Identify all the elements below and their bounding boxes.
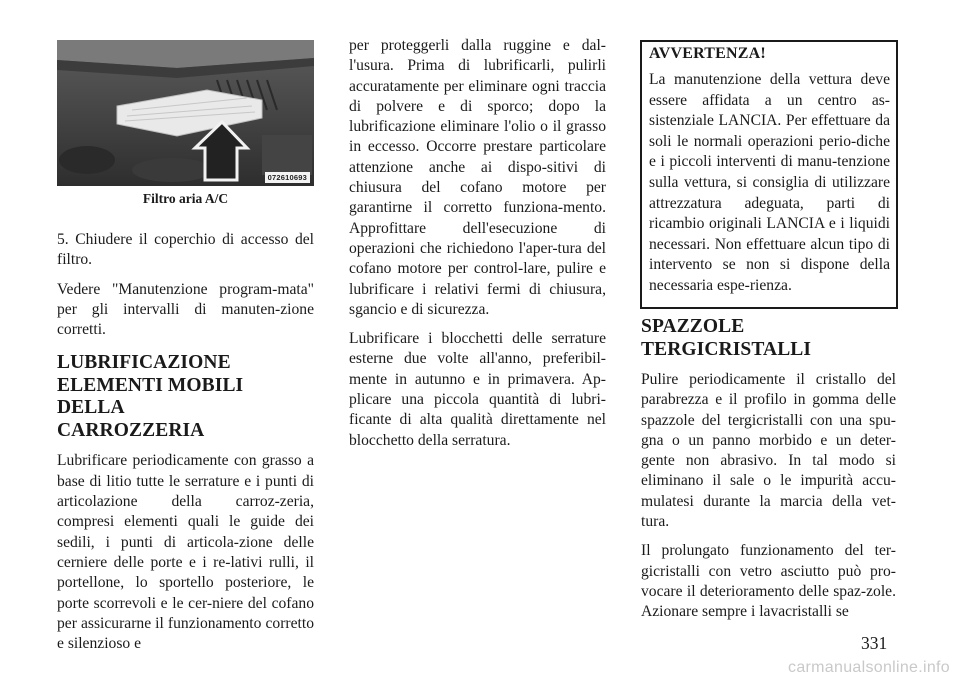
paragraph-dry-glass: Il prolungato funzionamento del ter-gicristalli con vetro asciutto può pro-vocare il deterioramento delle spaz-zole. Azionare sempre i lavacristalli se: [641, 542, 896, 621]
engine-bay-illustration: [57, 40, 314, 186]
paragraph-see-maintenance: Vedere "Manutenzione program-mata" per gli intervalli di manuten-zione corretti.: [57, 280, 314, 339]
watermark: carmanualsonline.info: [788, 659, 950, 676]
heading-wiper-blades: [641, 316, 896, 361]
paragraph-lock-cylinders: Lubrificare i blocchetti delle serrature esterne due volte all'anno, preferibil-mente in autunno e in primavera. Ap-plicare una piccola quantità di lubri-ficante di alta qualità direttamente nel blocchetto della serratura.: [349, 330, 606, 449]
warning-text: La manutenzione della vettura deve essere affidata a un centro as-sistenziale LANCIA. Per effettuare da soli le normali operazioni perio-diche e i piccoli interventi di manu-tenzione sulla vettura, si consiglia di utilizzare attrezzatura adeguata, parti di ricambio originali LANCIA e i liquidi necessari. Non effettuare alcun tipo di intervento se non si dispone della necessaria espe-rienza.: [649, 71, 890, 294]
heading-line: CARROZZERIA: [57, 419, 205, 441]
air-filter-photo: [57, 40, 314, 186]
paragraph-close-cover: 5. Chiudere il coperchio di accesso del filtro.: [57, 231, 314, 269]
column-2: [349, 36, 606, 451]
paragraph-protection: per proteggerli dalla ruggine e dal-l'usura. Prima di lubrificarli, pulirli accuratamente per eliminare ogni traccia di polvere e di sporco; dopo la lubrificazione eliminare l'olio o il grasso in eccesso. Occorre prestare particolare attenzione anche ai dispo-sitivi di chiusura del cofano motore per garantirne il corretto funziona-mento. Approfittare dell'esecuzione di operazioni che richiedono l'aper-tura del cofano motore per control-lare, pulire e lubrificare i relativi fermi di chiusura, sgancio e di sicurezza.: [349, 37, 606, 318]
column-3: [641, 316, 896, 623]
figure-caption: Filtro aria A/C: [142, 191, 229, 206]
heading-line: ELEMENTI MOBILI DELLA: [57, 374, 244, 419]
column-1: [57, 230, 314, 654]
heading-line: TERGICRISTALLI: [641, 338, 812, 360]
paragraph-lubricate: Lubrificare periodicamente con grasso a base di litio tutte le serrature e i punti di articolazione della carroz-zeria, compresi elementi quali le guide dei sedili, i punti di articola-zione delle cerniere delle porte e i re-lativi rulli, il portellone, lo sportello posteriore, le porte scorrevoli e le cer-niere del cofano per assicurarne il funzionamento corretto e silenzioso e: [57, 452, 314, 653]
page-number: 331: [861, 633, 888, 653]
paragraph-clean-windshield: Pulire periodicamente il cristallo del parabrezza e il profilo in gomma delle spazzole del tergicristalli con una spu-gna o un panno morbido e un deter-gente non abrasivo. In tal modo si eliminano il sale o le impurità accu-mulatesi durante la marcia della vet-tura.: [641, 371, 896, 531]
warning-title: AVVERTENZA!: [649, 45, 766, 62]
warning-box: [640, 40, 898, 309]
heading-line: LUBRIFICAZIONE: [57, 352, 231, 374]
heading-lubrication: [57, 352, 314, 442]
heading-line: SPAZZOLE: [641, 316, 745, 337]
figure-code: 072610693: [265, 172, 310, 183]
